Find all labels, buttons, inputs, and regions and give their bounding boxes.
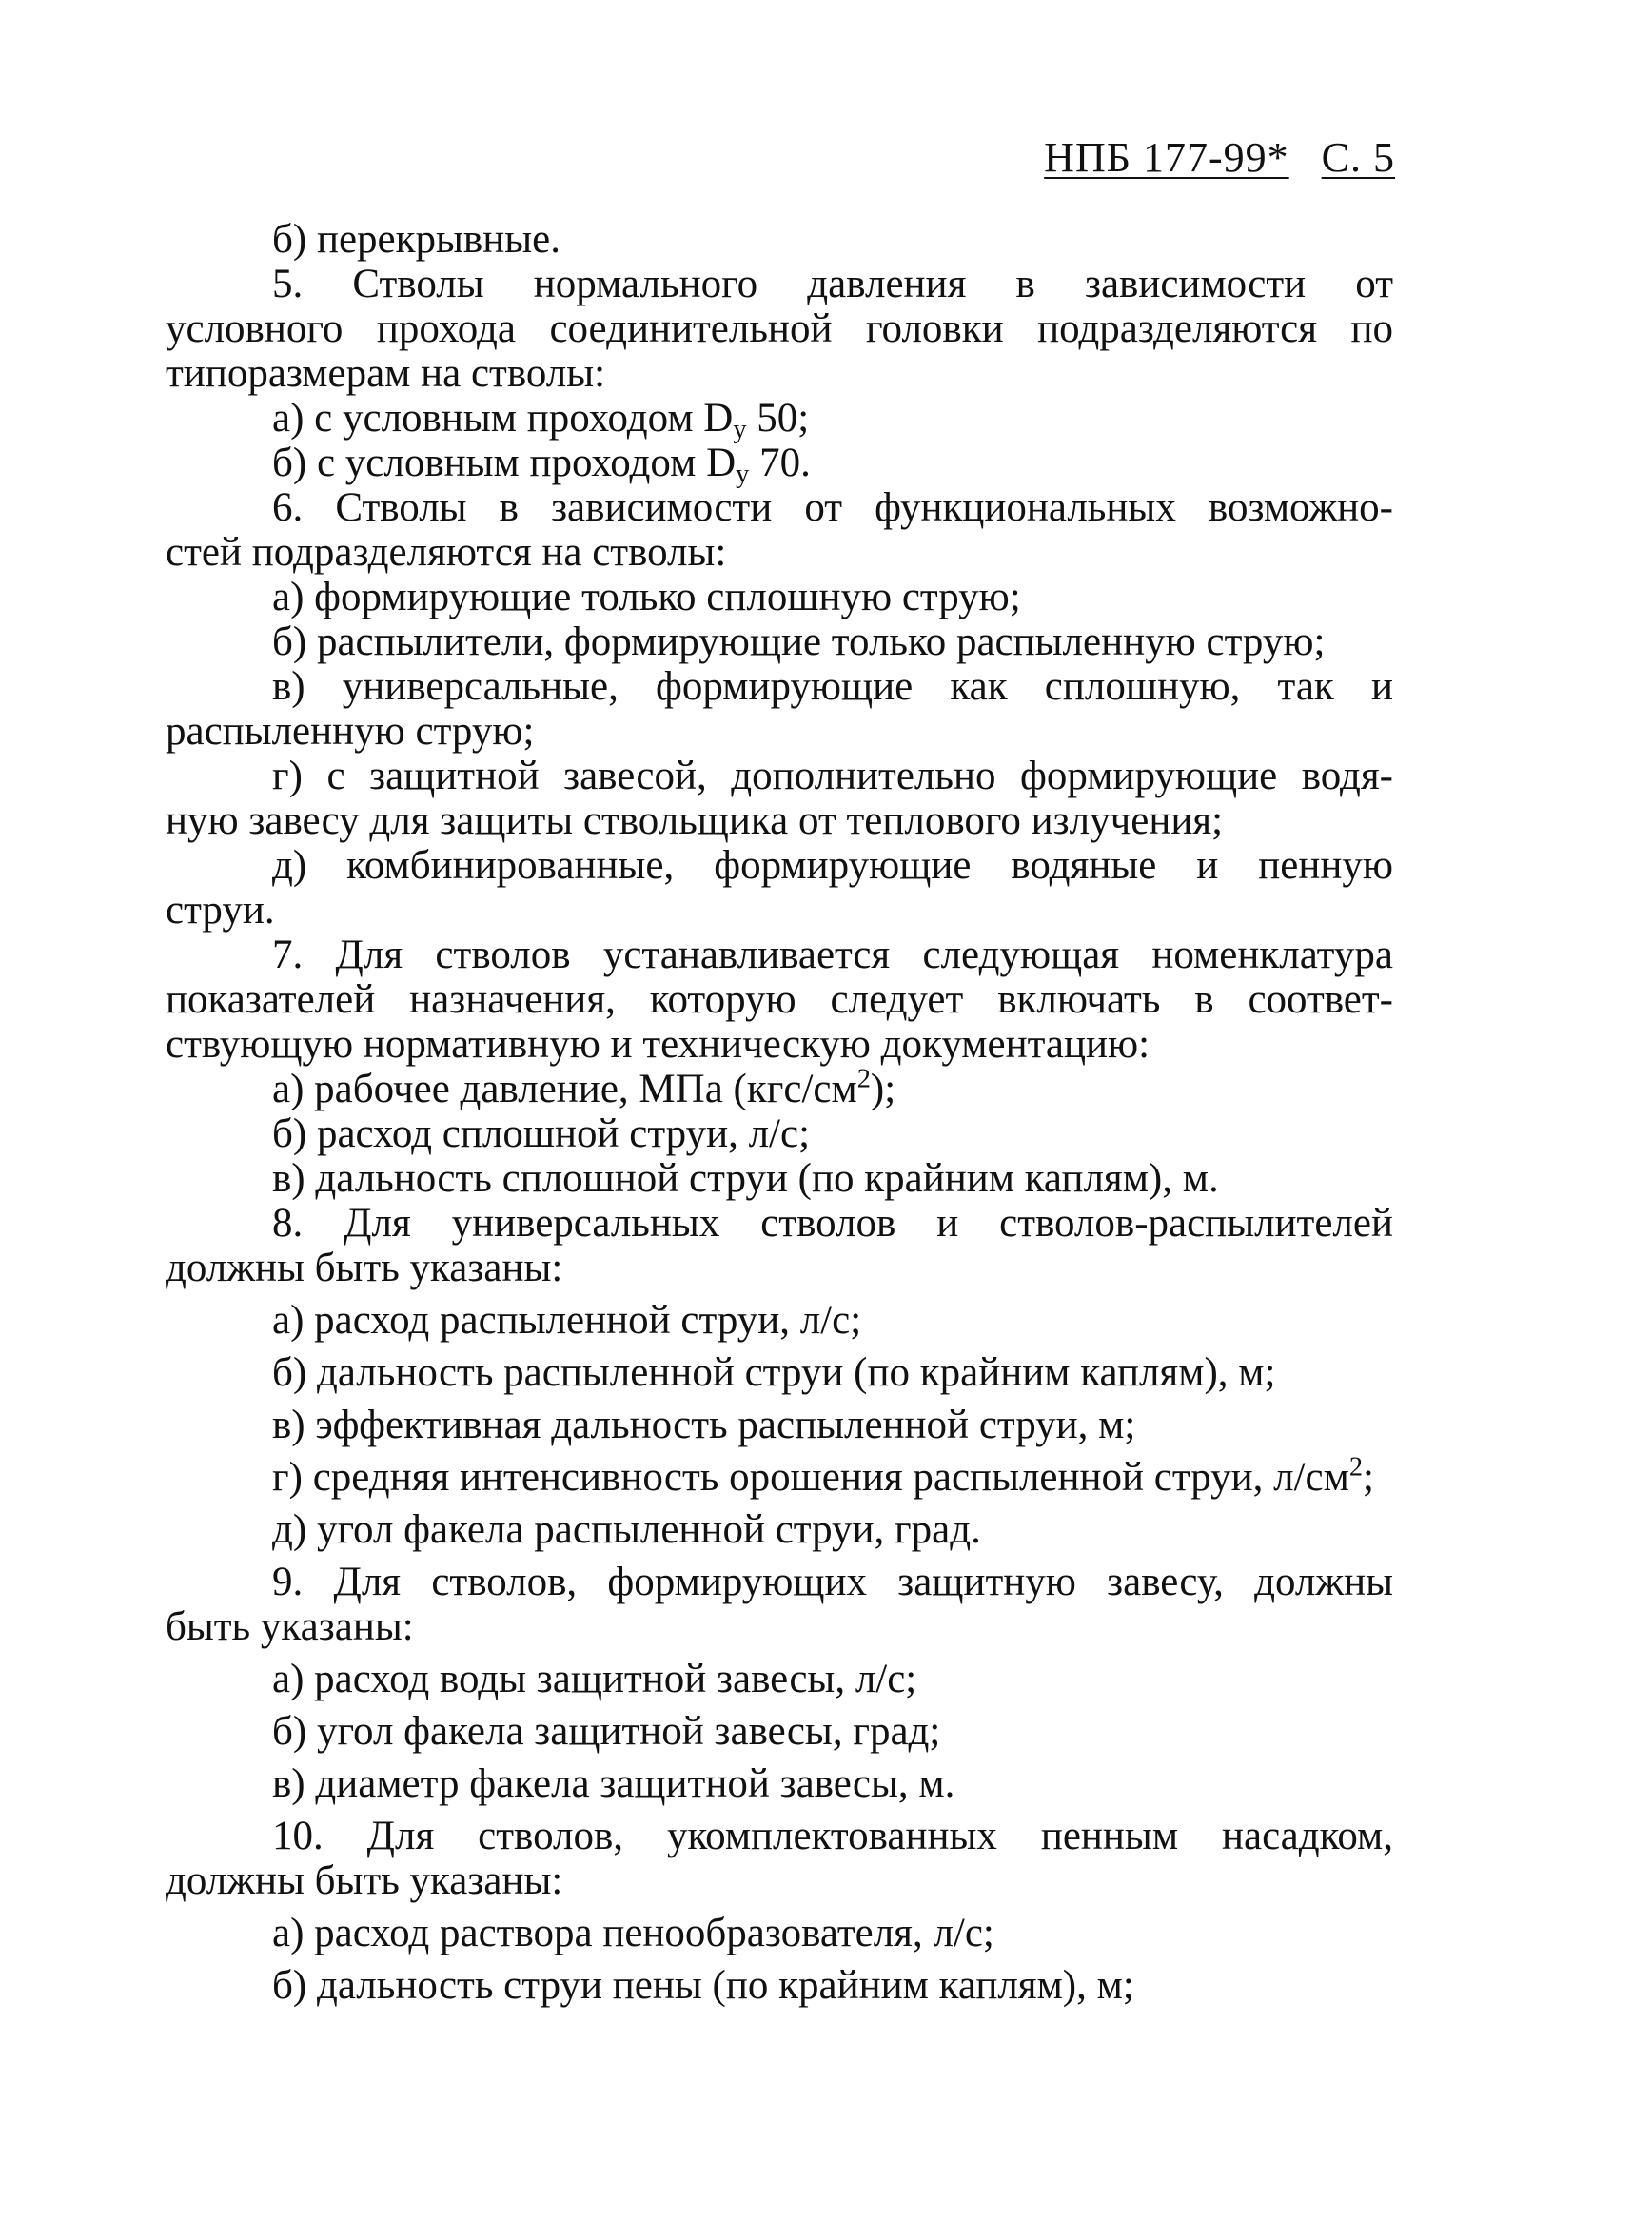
item-7a: а) рабочее давление, МПа $(кгс/см^2)$; (272, 1064, 896, 1111)
page-header (1044, 133, 1395, 182)
item-6b: б) распылители, формирующие только распыленную струю; (272, 619, 1326, 664)
item-6e-line-2: струи. (166, 888, 275, 933)
clause-7-line-1: 7. Для стволов устанавливается следующая номенклатура (272, 933, 1393, 977)
item-9c: в) диаметр факела защитной завесы, м. (272, 1761, 955, 1806)
item-6e-line-1: д) комбинированные, формирующие водяные и пенную (272, 843, 1393, 888)
item-9b: б) угол факела защитной завесы, град; (272, 1709, 941, 1754)
document-body (166, 217, 1393, 2008)
item-6c-line-1: в) универсальные, формирующие как сплошную, так и (272, 664, 1393, 709)
item-4b: б) перекрывные. (272, 217, 560, 262)
item-9a: а) расход воды защитной завесы, л/с; (272, 1657, 917, 1701)
item-6a: а) формирующие только сплошную струю; (272, 575, 1021, 619)
clause-6-line-2: стей подразделяются на стволы: (166, 530, 727, 575)
clause-9-line-2: быть указаны: (166, 1604, 414, 1649)
item-7c: в) дальность сплошной струи (по крайним каплям), м. (272, 1156, 1219, 1201)
clause-10-line-2: должны быть указаны: (166, 1858, 563, 1903)
item-8e: д) угол факела распыленной струи, град. (272, 1507, 981, 1552)
item-5b: б) с условным проходом $D_у$ 70. (272, 441, 811, 490)
item-7b: б) расход сплошной струи, л/с; (272, 1111, 811, 1156)
item-6d-line-2: ную завесу для защиты ствольщика от теплового излучения; (166, 798, 1224, 843)
item-8d: г) средняя интенсивность орошения распыленной струи, $л/см^2$; (272, 1452, 1374, 1500)
clause-8-line-1: 8. Для универсальных стволов и стволов-распылителей (272, 1201, 1393, 1246)
item-5a: а) с условным проходом $D_у$ 50; (272, 396, 810, 445)
clause-6-line-1: 6. Стволы в зависимости от функциональных возможно- (272, 485, 1393, 530)
item-6d-line-1: г) с защитной завесой, дополнительно формирующие водя- (272, 754, 1393, 798)
doc-code: НПБ 177-99* (1044, 134, 1289, 181)
item-8a: а) расход распыленной струи, л/с; (272, 1298, 862, 1343)
item-10b: б) дальность струи пены (по крайним каплям), м; (272, 1963, 1134, 2008)
clause-9-line-1: 9. Для стволов, формирующих защитную завесу, должны (272, 1560, 1393, 1604)
item-8c: в) эффективная дальность распыленной струи, м; (272, 1403, 1136, 1447)
clause-7-line-3: ствующую нормативную и техническую документацию: (166, 1022, 1150, 1067)
page-number: С. 5 (1321, 134, 1395, 181)
clause-5-line-3: типоразмерам на стволы: (166, 351, 606, 396)
clause-10-line-1: 10. Для стволов, укомплектованных пенным насадком, (272, 1814, 1393, 1858)
clause-7-line-2: показателей назначения, которую следует включать в соответ- (166, 977, 1393, 1022)
item-8b: б) дальность распыленной струи (по крайним каплям), м; (272, 1350, 1276, 1395)
clause-5-line-1: 5. Стволы нормального давления в зависимости от (272, 262, 1393, 306)
item-10a: а) расход раствора пенообразователя, л/с; (272, 1911, 994, 1955)
clause-5-line-2: условного прохода соединительной головки подразделяются по (166, 306, 1393, 351)
item-6c-line-2: распыленную струю; (166, 709, 535, 754)
clause-8-line-2: должны быть указаны: (166, 1246, 563, 1290)
